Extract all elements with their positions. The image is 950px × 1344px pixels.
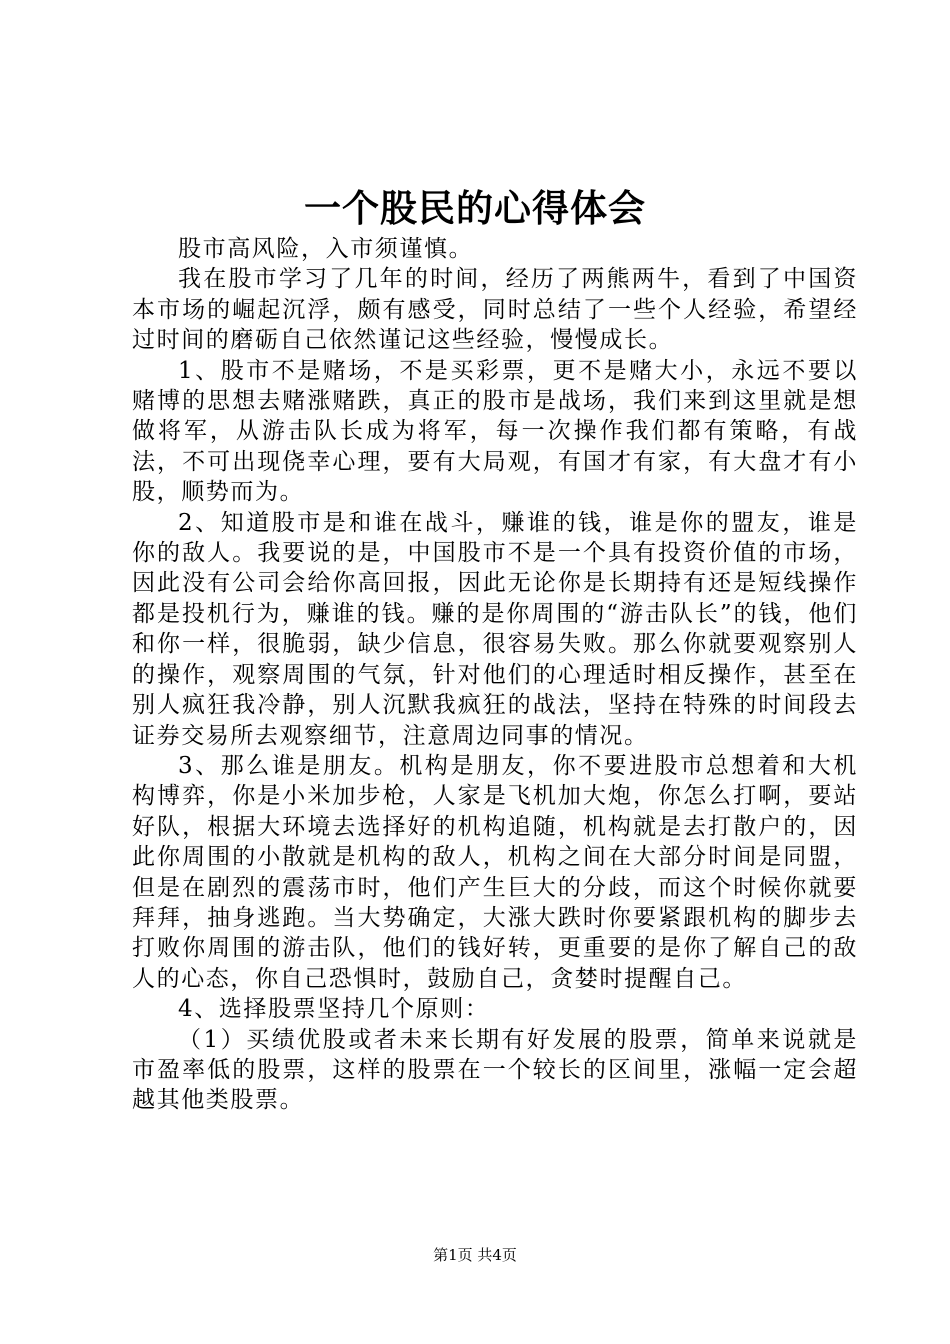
paragraph-point-1: 1、股市不是赌场，不是买彩票，更不是赌大小，永远不要以赌博的思想去赌涨赌跌，真正的股市是战场，我们来到这里就是想做将军，从游击队长成为将军，每一次操作我们都有策略，有战法，不可出现侥幸心理，要有大局观，有国才有家，有大盘才有小股，顺势而为。 bbox=[132, 357, 858, 506]
document-title: 一个股民的心得体会 bbox=[304, 186, 646, 230]
paragraph-intro: 我在股市学习了几年的时间，经历了两熊两牛，看到了中国资本市场的崛起沉浮，颇有感受，同时总结了一些个人经验，希望经过时间的磨砺自己依然谨记这些经验，慢慢成长。 bbox=[132, 266, 858, 354]
paragraph-point-4: 4、选择股票坚持几个原则： bbox=[178, 996, 490, 1023]
paragraph-principle-1: （1）买绩优股或者未来长期有好发展的股票，简单来说就是市盈率低的股票，这样的股票在一个较长的区间里，涨幅一定会超越其他类股票。 bbox=[132, 1026, 858, 1114]
paragraph-point-2: 2、知道股市是和谁在战斗，赚谁的钱，谁是你的盟友，谁是你的敌人。我要说的是，中国股市不是一个具有投资价值的市场，因此没有公司会给你高回报，因此无论你是长期持有还是短线操作都是投机行为，赚谁的钱。赚的是你周围的“游击队长”的钱，他们和你一样，很脆弱，缺少信息，很容易失败。那么你就要观察别人的操作，观察周围的气氛，针对他们的心理适时相反操作，甚至在别人疯狂我冷静，别人沉默我疯狂的战法，坚持在特殊的时间段去证券交易所去观察细节，注意周边同事的情况。 bbox=[132, 509, 858, 749]
document-body bbox=[132, 234, 858, 1116]
page-number-footer: 第1页 共4页 bbox=[433, 1246, 517, 1264]
paragraph-disclaimer: 股市高风险，入市须谨慎。 bbox=[178, 236, 474, 262]
paragraph-point-3: 3、那么谁是朋友。机构是朋友，你不要进股市总想着和大机构博弈，你是小米加步枪，人家是飞机加大炮，你怎么打啊，要站好队，根据大环境去选择好的机构追随，机构就是去打散户的，因此你周围的小散就是机构的敌人，机构之间在大部分时间是同盟，但是在剧烈的震荡市时，他们产生巨大的分歧，而这个时候你就要拜拜，抽身逃跑。当大势确定，大涨大跌时你要紧跟机构的脚步去打败你周围的游击队，他们的钱好转，更重要的是你了解自己的敌人的心态，你自己恐惧时，鼓励自己，贪婪时提醒自己。 bbox=[132, 752, 858, 992]
